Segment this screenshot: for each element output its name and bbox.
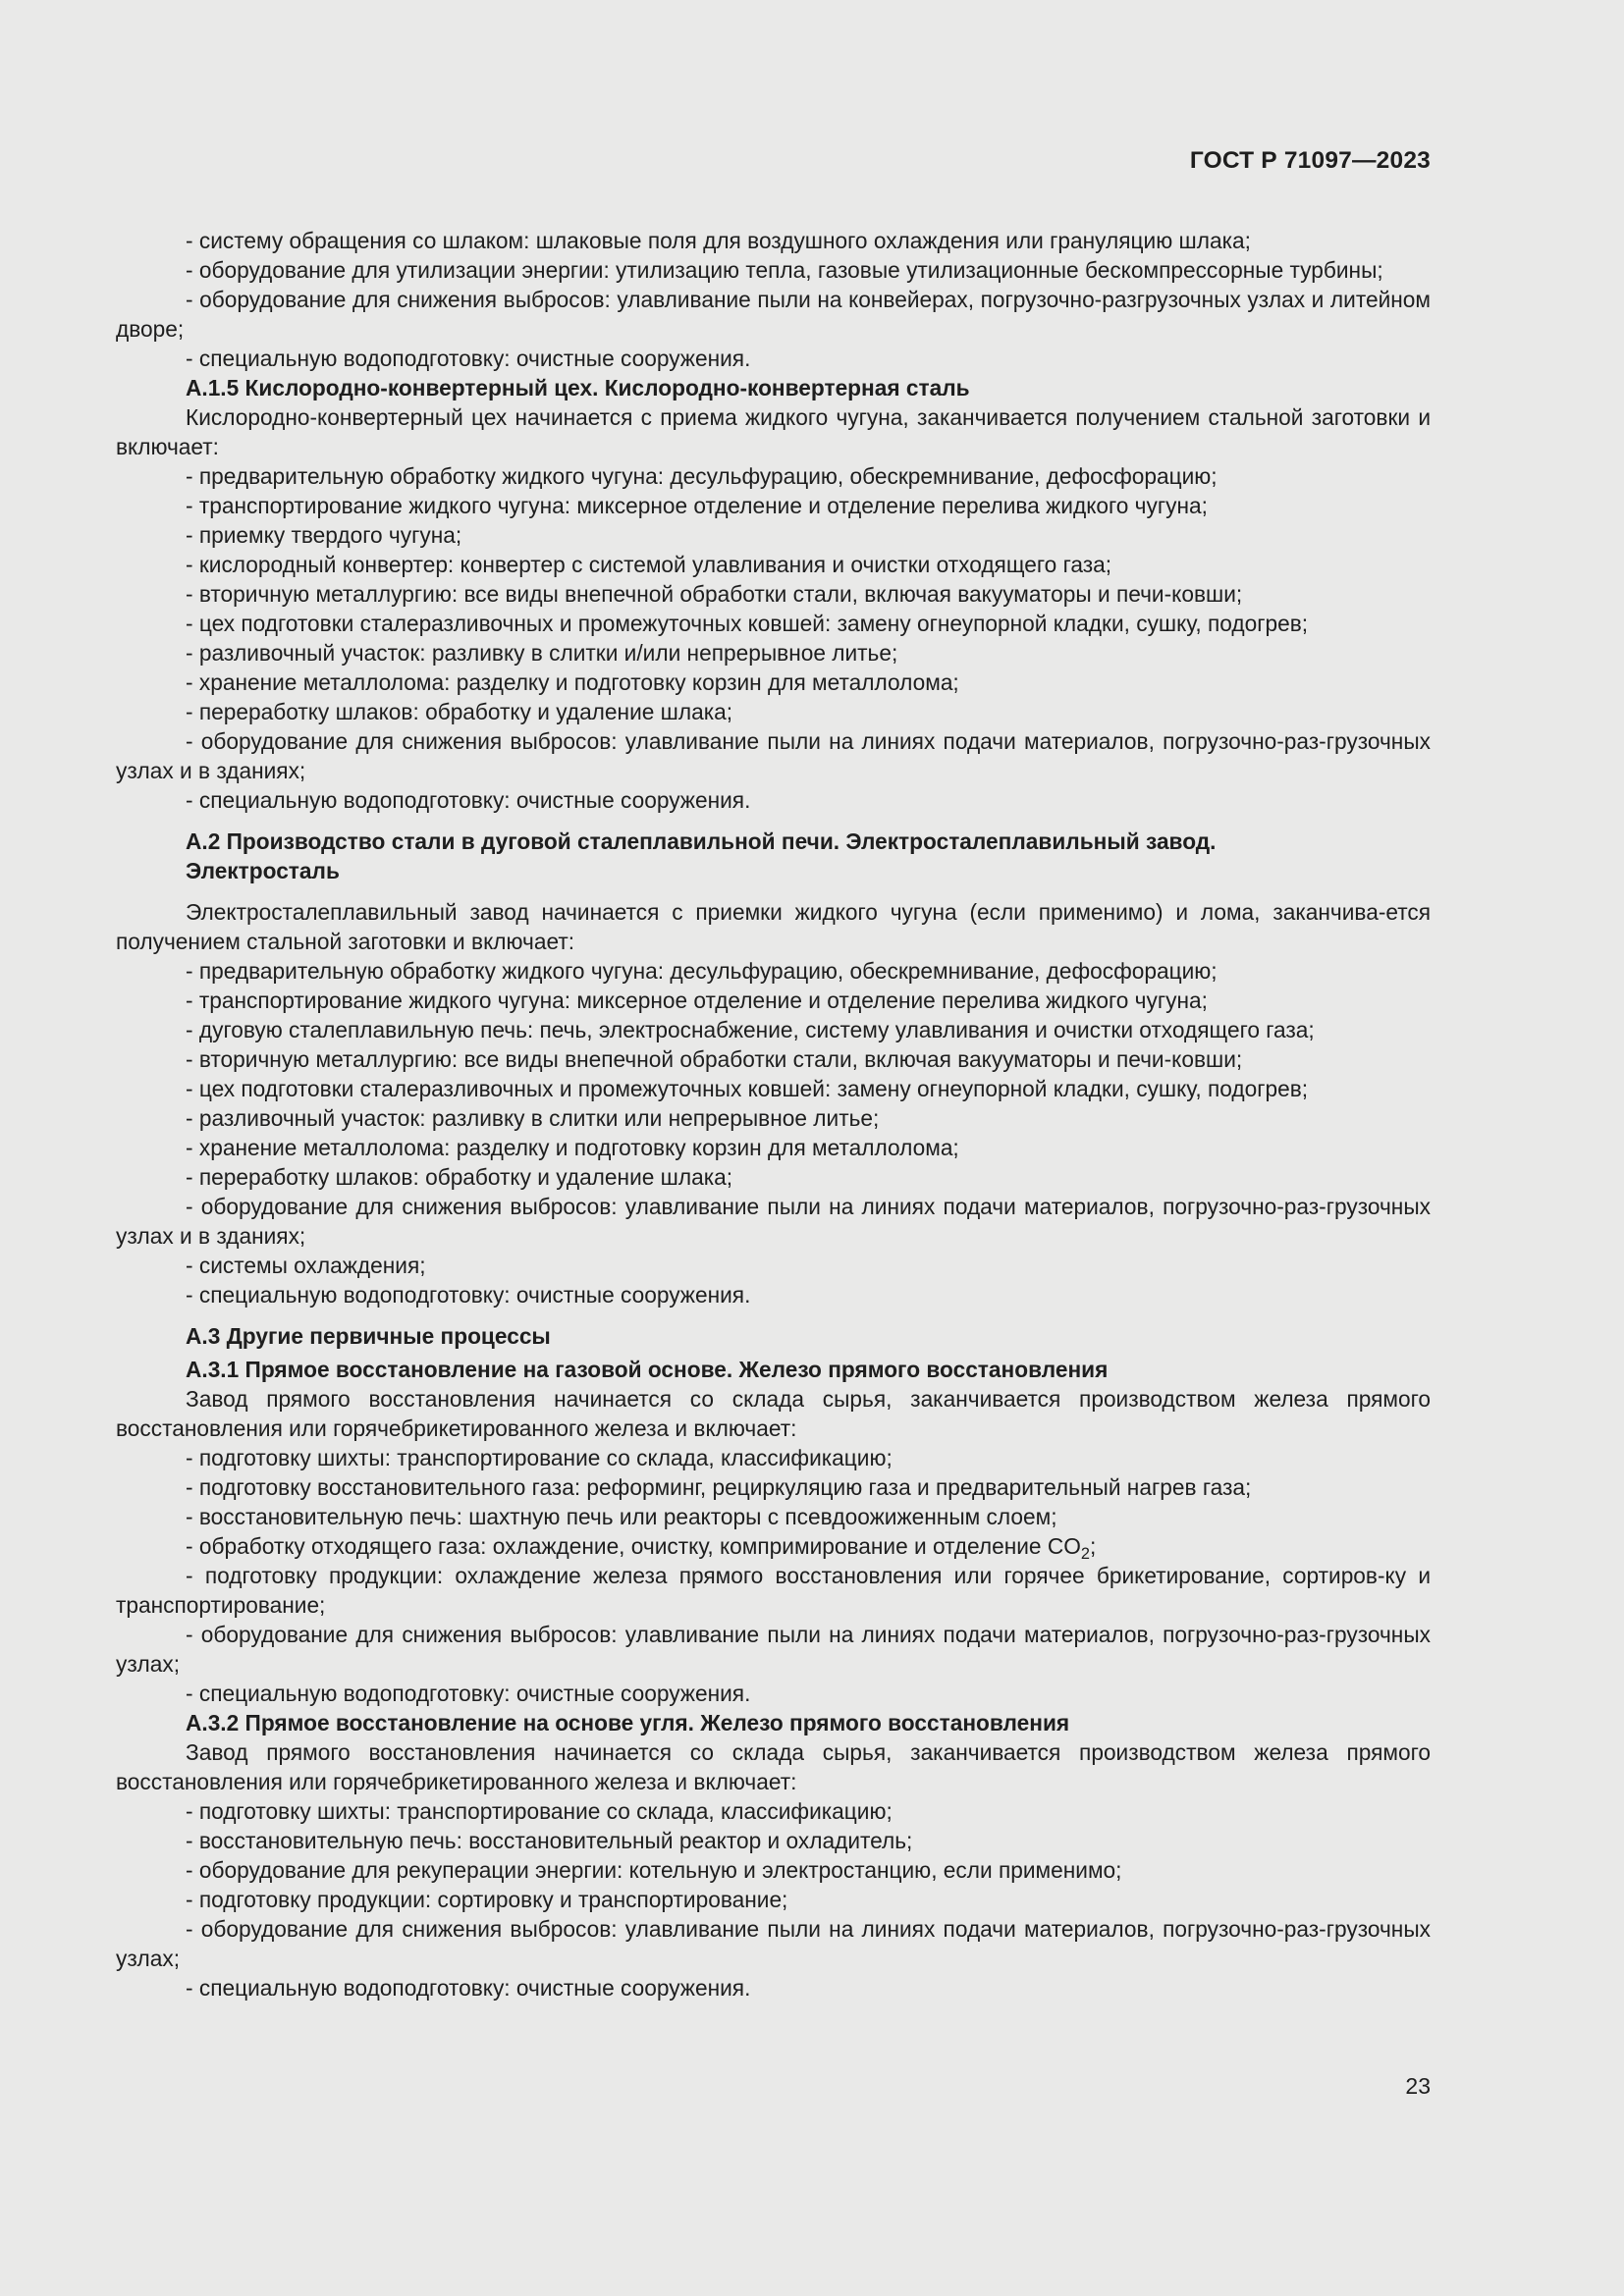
document-body (116, 226, 1431, 2002)
section-heading-a2-line1: А.2 Производство стали в дуговой сталеплавильной печи. Электросталеплавильный завод. (186, 828, 1217, 854)
paragraph: Завод прямого восстановления начинается со склада сырья, заканчивается производством железа прямого восстановления или горячебрикетированного железа и включает: (116, 1739, 1431, 1794)
list-item: - переработку шлаков: обработку и удаление шлака; (186, 699, 733, 724)
list-item: - подготовку восстановительного газа: реформинг, рециркуляцию газа и предварительный нагрев газа; (186, 1474, 1252, 1500)
list-item: - разливочный участок: разливку в слитки и/или непрерывное литье; (186, 640, 898, 666)
list-item: - оборудование для снижения выбросов: улавливание пыли на конвейерах, погрузочно-разгрузочных узлах и литейном дворе; (116, 287, 1431, 342)
list-item: - оборудование для рекуперации энергии: котельную и электростанцию, если применимо; (186, 1857, 1122, 1883)
list-item: - дуговую сталеплавильную печь: печь, электроснабжение, систему улавливания и очистки отходящего газа; (186, 1017, 1315, 1042)
list-item-end: ; (1089, 1533, 1097, 1559)
list-item: - системы охлаждения; (186, 1253, 426, 1278)
paragraph: Электросталеплавильный завод начинается с приемки жидкого чугуна (если применимо) и лома, заканчива-ется получением стальной заготовки и включает: (116, 899, 1431, 954)
list-item: - оборудование для утилизации энергии: утилизацию тепла, газовые утилизационные бескомпрессорные турбины; (186, 257, 1383, 283)
list-item: - подготовку продукции: охлаждение железа прямого восстановления или горячее брикетирование, сортиров-ку и транспортирование; (116, 1563, 1431, 1618)
paragraph: Кислородно-конвертерный цех начинается с приема жидкого чугуна, заканчивается получением стальной заготовки и включает: (116, 404, 1431, 459)
section-heading-a3: А.3 Другие первичные процессы (186, 1323, 551, 1349)
list-item: - оборудование для снижения выбросов: улавливание пыли на линиях подачи материалов, погрузочно-раз-грузочных узлах и в зданиях; (116, 728, 1431, 783)
list-item: - хранение металлолома: разделку и подготовку корзин для металлолома; (186, 669, 959, 695)
list-item: - приемку твердого чугуна; (186, 522, 462, 548)
list-item: - оборудование для снижения выбросов: улавливание пыли на линиях подачи материалов, погрузочно-раз-грузочных узлах; (116, 1622, 1431, 1677)
list-item: - подготовку шихты: транспортирование со склада, классификацию; (186, 1445, 893, 1470)
list-item (116, 1531, 1431, 1561)
list-item: - систему обращения со шлаком: шлаковые поля для воздушного охлаждения или грануляцию шлака; (186, 228, 1251, 253)
section-heading-a32: А.3.2 Прямое восстановление на основе угля. Железо прямого восстановления (186, 1710, 1070, 1735)
list-item: - восстановительную печь: восстановительный реактор и охладитель; (186, 1828, 913, 1853)
list-item: - хранение металлолома: разделку и подготовку корзин для металлолома; (186, 1135, 959, 1160)
list-item: - подготовку продукции: сортировку и транспортирование; (186, 1887, 788, 1912)
page-number: 23 (1405, 2073, 1431, 2099)
list-item: - переработку шлаков: обработку и удаление шлака; (186, 1164, 733, 1190)
list-item: - кислородный конвертер: конвертер с системой улавливания и очистки отходящего газа; (186, 552, 1112, 577)
list-item: - транспортирование жидкого чугуна: миксерное отделение и отделение перелива жидкого чугуна; (186, 493, 1208, 518)
subscript: 2 (1080, 1544, 1090, 1563)
list-item: - транспортирование жидкого чугуна: миксерное отделение и отделение перелива жидкого чугуна; (186, 988, 1208, 1013)
list-item: - предварительную обработку жидкого чугуна: десульфурацию, обескремнивание, дефосфорацию; (186, 958, 1218, 984)
list-item: - специальную водоподготовку: очистные сооружения. (186, 1681, 751, 1706)
list-item: - специальную водоподготовку: очистные сооружения. (186, 1975, 751, 2001)
document-header: ГОСТ Р 71097—2023 (1189, 147, 1431, 174)
paragraph: Завод прямого восстановления начинается со склада сырья, заканчивается производством железа прямого восстановления или горячебрикетированного железа и включает: (116, 1386, 1431, 1441)
section-heading-a2-line2: Электросталь (186, 858, 340, 883)
list-item: - специальную водоподготовку: очистные сооружения. (186, 346, 751, 371)
section-heading-a15: А.1.5 Кислородно-конвертерный цех. Кислородно-конвертерная сталь (186, 375, 970, 400)
list-item: - подготовку шихты: транспортирование со склада, классификацию; (186, 1798, 893, 1824)
list-item: - цех подготовки сталеразливочных и промежуточных ковшей: замену огнеупорной кладки, сушку, подогрев; (186, 1076, 1309, 1101)
list-item: - оборудование для снижения выбросов: улавливание пыли на линиях подачи материалов, погрузочно-раз-грузочных узлах и в зданиях; (116, 1194, 1431, 1249)
list-item-text: - обработку отходящего газа: охлаждение, очистку, компримирование и отделение CO (186, 1533, 1081, 1559)
list-item: - восстановительную печь: шахтную печь или реакторы с псевдоожиженным слоем; (186, 1504, 1057, 1529)
list-item: - специальную водоподготовку: очистные сооружения. (186, 787, 751, 813)
list-item: - оборудование для снижения выбросов: улавливание пыли на линиях подачи материалов, погрузочно-раз-грузочных узлах; (116, 1916, 1431, 1971)
list-item: - предварительную обработку жидкого чугуна: десульфурацию, обескремнивание, дефосфорацию; (186, 463, 1218, 489)
section-heading-a2 (116, 827, 1431, 885)
list-item: - цех подготовки сталеразливочных и промежуточных ковшей: замену огнеупорной кладки, сушку, подогрев; (186, 611, 1309, 636)
list-item: - вторичную металлургию: все виды внепечной обработки стали, включая вакууматоры и печи-ковши; (186, 1046, 1243, 1072)
list-item: - вторичную металлургию: все виды внепечной обработки стали, включая вакууматоры и печи-ковши; (186, 581, 1243, 607)
section-heading-a31: А.3.1 Прямое восстановление на газовой основе. Железо прямого восстановления (186, 1357, 1109, 1382)
list-item: - специальную водоподготовку: очистные сооружения. (186, 1282, 751, 1308)
list-item: - разливочный участок: разливку в слитки или непрерывное литье; (186, 1105, 880, 1131)
